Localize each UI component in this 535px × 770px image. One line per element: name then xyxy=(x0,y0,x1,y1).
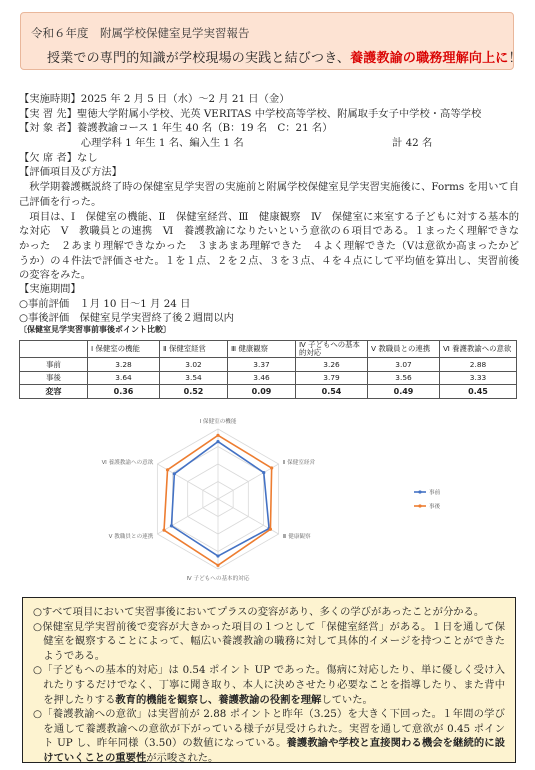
finding-item xyxy=(33,707,505,765)
table-row-change xyxy=(20,385,517,399)
info-target2-row xyxy=(19,136,519,151)
finding-text: ○すべて項目において実習事後においてプラスの変容があり、多くの学びがあったことが分かる。 xyxy=(33,606,485,618)
radar-point xyxy=(216,564,219,567)
table-cell: 3.56 xyxy=(368,371,440,385)
row-label: 事前 xyxy=(20,358,88,372)
radar-chart xyxy=(98,405,458,591)
report-header xyxy=(20,12,522,70)
finding-text: ○「養護教諭への意欲」は実習前が 2.88 ポイントと昨年（3.25）を大きく下回った。１年間の学びを通して養護教諭への意欲が下がっている様子が見受けられた。実習を通して意欲が 0.45 ポイント UP し、昨年同様（3.50）の数値になっている。 xyxy=(33,708,505,750)
radar-series-line xyxy=(171,442,269,556)
table-cell: 3.37 xyxy=(228,358,296,372)
table-cell: 3.26 xyxy=(296,358,368,372)
radar-axis-label: Ⅱ 保健室経営 xyxy=(282,460,316,466)
table-header xyxy=(20,341,88,358)
eval-paragraph-2: 項目は、Ⅰ 保健室の機能、Ⅱ 保健室経営、Ⅲ 健康観察 Ⅳ 保健室に来室する子どもに対する基本的な対応 Ⅴ 教職員との連携 Ⅵ 養護教諭になりたいという意欲の６項目である。１まったく理解できなかった ２あまり理解できなかった ３まあまあ理解できた ４よく理解できた（Ⅴは意欲か高まったかどうか）の４件法で評価させた。１を１点、２を２点、３を３点、４を４点にして平均値を算出し、実習前後の変容をみた。 xyxy=(19,210,519,282)
table-cell: 3.07 xyxy=(368,358,440,372)
finding-item xyxy=(33,620,505,664)
table-cell: 0.49 xyxy=(368,385,440,399)
table-header: Ⅴ 教職員との連携 xyxy=(368,341,440,358)
table-cell: 0.45 xyxy=(440,385,517,399)
radar-point xyxy=(262,471,265,474)
schedule-pre: ○事前評価 １月 10 日～1 月 24 日 xyxy=(19,297,191,310)
table-header: Ⅵ 養護教諭への意欲 xyxy=(440,341,517,358)
radar-point xyxy=(170,524,173,527)
table-cell: 3.02 xyxy=(160,358,228,372)
info-block xyxy=(19,92,519,180)
finding-item xyxy=(33,605,505,620)
radar-point xyxy=(270,466,273,469)
report-title xyxy=(47,47,522,66)
report-subtitle: 令和６年度 附属学校保健室見学実習報告 xyxy=(31,26,250,40)
table-cell: 2.88 xyxy=(440,358,517,372)
radar-axis-label: Ⅳ 子どもへの基本的対応 xyxy=(186,576,250,582)
radar-point xyxy=(173,472,176,475)
table-cell: 0.52 xyxy=(160,385,228,399)
table-cell: 0.09 xyxy=(228,385,296,399)
title-highlight: 養護教諭の職務理解向上に xyxy=(350,51,509,66)
radar-axis-label: Ⅵ 養護教諭への意欲 xyxy=(101,460,154,466)
table-header: Ⅲ 健康観察 xyxy=(228,341,296,358)
table-row xyxy=(20,371,517,385)
radar-axis-label: Ⅴ 教職員との連携 xyxy=(108,534,154,540)
table-header: Ⅱ 保健室経営 xyxy=(160,341,228,358)
radar-point xyxy=(162,529,165,532)
eval-paragraph-1: 秋学期養護概説終了時の保健室見学実習の実施前と附属学校保健室見学実習実施後に、Forms を用いて自己評価を行った。 xyxy=(19,181,519,208)
table-cell: 3.64 xyxy=(88,371,160,385)
radar-point xyxy=(166,468,169,471)
radar-point xyxy=(216,554,219,557)
legend-label: 事後 xyxy=(429,504,441,510)
table-cell: 3.28 xyxy=(88,358,160,372)
schedule-block xyxy=(19,282,519,326)
eval-heading: 【評価項目及び方法】 xyxy=(19,166,122,179)
finding-text: ○「子どもへの基本的対応」は 0.54 ポイント UP であった。傷病に対応したり、単に優しく受け入れたりするだけでなく、丁寧に聞き取り、本人に決めさせたり必要なことを指導したり、また背中を押したりする xyxy=(33,664,505,706)
radar-chart-svg xyxy=(98,405,458,591)
title-prefix: 授業での専門的知識が学校現場の実践と結びつき、 xyxy=(47,51,351,66)
schedule-heading: 【実施期間】 xyxy=(19,283,81,295)
legend-label: 事前 xyxy=(429,490,441,496)
row-label: 変容 xyxy=(20,385,88,399)
title-suffix: ！ xyxy=(508,51,522,66)
radar-axis-label: Ⅲ 健康観察 xyxy=(282,534,311,540)
table-header: Ⅳ 子どもへの基本的対応 xyxy=(296,341,368,358)
table-cell: 0.54 xyxy=(296,385,368,399)
table-caption: 〔保健室見学実習事前事後ポイント比較〕 xyxy=(19,325,171,334)
table-header: Ⅰ 保健室の機能 xyxy=(88,341,160,358)
schedule-post: ○事後評価 保健室見学実習終了後２週間以内 xyxy=(19,312,234,325)
info-period: 【実施時期】2025 年 2 月 5 日（水）～2 月 21 日（金） xyxy=(19,93,290,105)
radar-point xyxy=(216,434,219,437)
finding-text-after: が示唆された。 xyxy=(146,751,219,764)
finding-emphasis: 養護教諭や学校と直接関わる機会を継続的に設けていくことの重要性 xyxy=(43,737,505,764)
findings-box xyxy=(22,597,516,763)
finding-text-after: していた。 xyxy=(321,693,373,706)
info-target-total: 計 42 名 xyxy=(392,137,433,150)
info-absent: 【欠 席 者】なし xyxy=(19,151,98,164)
row-label: 事後 xyxy=(20,371,88,385)
table-cell: 3.54 xyxy=(160,371,228,385)
table-cell: 3.79 xyxy=(296,371,368,385)
radar-point xyxy=(269,528,272,531)
comparison-table xyxy=(19,340,517,399)
table-cell: 3.46 xyxy=(228,371,296,385)
table-cell: 3.33 xyxy=(440,371,517,385)
radar-point xyxy=(216,440,219,443)
legend-marker xyxy=(418,490,421,493)
info-site: 【実 習 先】聖徳大学附属小学校、光英 VERITAS 中学校高等学校、附属取手女子中学校・高等学校 xyxy=(19,107,482,120)
info-target1: 【対 象 者】養護教諭コース 1 年生 40 名（B：19 名 C：21 名） xyxy=(19,122,333,135)
legend-marker xyxy=(418,504,421,507)
finding-text: ○保健室見学実習前後で変容が大きかった項目の１つとして「保健室経営」がある。１日を通して保健室を観察することによって、幅広い養護教諭の職務に対して具体的イメージを持つことができたようである。 xyxy=(33,620,505,662)
info-target2: 心理学科 1 年生 1 名、編入生 1 名 xyxy=(19,137,244,150)
table-row xyxy=(20,358,517,372)
finding-item xyxy=(33,663,505,707)
table-header-row xyxy=(20,341,517,358)
radar-axis-label: Ⅰ 保健室の機能 xyxy=(199,419,237,425)
table-cell: 0.36 xyxy=(88,385,160,399)
finding-emphasis: 教育的機能を観察し、養護教諭の役割を理解 xyxy=(115,693,322,706)
